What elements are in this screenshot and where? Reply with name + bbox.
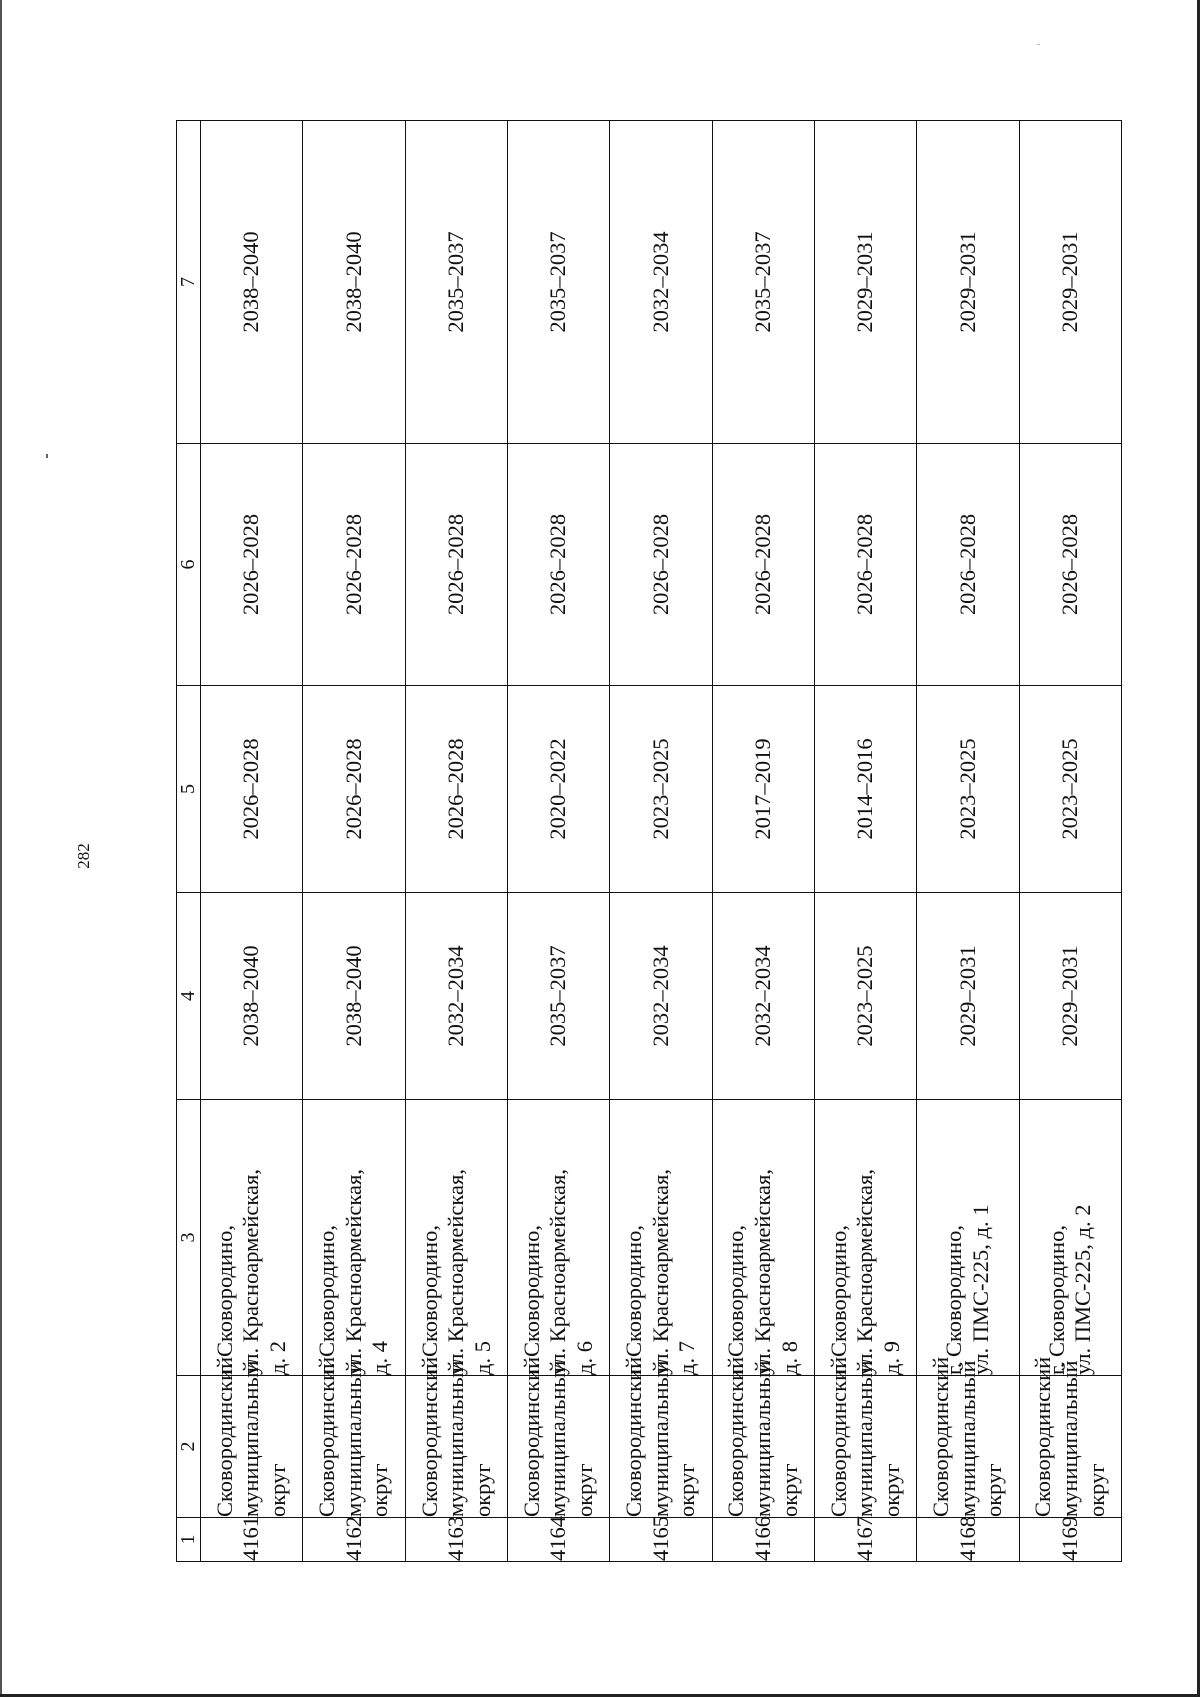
address-line: ул. Красноармейская, [647, 1169, 673, 1375]
district-line: Сковородинский [518, 1356, 544, 1517]
district-line: Сковородинский [1030, 1356, 1056, 1517]
address-cell [405, 1100, 507, 1376]
address-line: г. Сковородино, [825, 1225, 851, 1375]
column-header: 7 [177, 121, 201, 444]
address-line: г. Сковородино, [941, 1225, 967, 1375]
period-cell-col5: 2026–2028 [201, 686, 303, 893]
address-line: г. Сковородино, [518, 1225, 544, 1375]
period-cell-col7: 2038–2040 [303, 121, 405, 444]
period-cell-col4: 2032–2034 [405, 893, 507, 1100]
period-cell-col5: 2023–2025 [917, 686, 1019, 893]
row-number: 4161 [201, 1518, 303, 1562]
address-line: ул. Красноармейская, [750, 1169, 776, 1375]
period-cell-col5: 2026–2028 [303, 686, 405, 893]
period-cell-col6: 2026–2028 [712, 444, 814, 686]
address-line: ул. ПМС-225, д. 2 [1070, 1204, 1096, 1375]
period-cell-col6: 2026–2028 [303, 444, 405, 686]
address-cell [303, 1100, 405, 1376]
period-cell-col7: 2029–2031 [814, 121, 916, 444]
row-number: 4168 [917, 1518, 1019, 1562]
period-cell-col6: 2026–2028 [507, 444, 609, 686]
period-cell-col5: 2020–2022 [507, 686, 609, 893]
address-cell [917, 1100, 1019, 1376]
period-cell-col4: 2023–2025 [814, 893, 916, 1100]
column-header: 2 [177, 1376, 201, 1518]
district-line: муниципальный [545, 1360, 571, 1517]
column-header: 1 [177, 1518, 201, 1562]
table-row [507, 121, 609, 1562]
table-row [405, 121, 507, 1562]
district-line: Сковородинский [825, 1356, 851, 1517]
address-line: д. 5 [469, 1341, 495, 1375]
address-line: д. 7 [674, 1341, 700, 1375]
period-cell-col4: 2032–2034 [712, 893, 814, 1100]
period-cell-col5: 2026–2028 [405, 686, 507, 893]
address-cell [507, 1100, 609, 1376]
column-header: 3 [177, 1100, 201, 1376]
row-number: 4164 [507, 1518, 609, 1562]
row-number: 4167 [814, 1518, 916, 1562]
district-line: Сковородинский [621, 1356, 647, 1517]
rotated-table-container [176, 121, 1122, 1562]
period-cell-col7: 2035–2037 [712, 121, 814, 444]
table-row [814, 121, 916, 1562]
period-cell-col6: 2026–2028 [201, 444, 303, 686]
page-number: 282 [74, 843, 93, 869]
period-cell-col4: 2029–2031 [917, 893, 1019, 1100]
address-line: г. Сковородино, [621, 1225, 647, 1375]
address-line: д. 2 [264, 1341, 290, 1375]
district-line: Сковородинский [211, 1356, 237, 1517]
period-cell-col6: 2026–2028 [814, 444, 916, 686]
address-line: ул. Красноармейская, [443, 1169, 469, 1375]
district-line: Сковородинский [928, 1356, 954, 1517]
column-header: 6 [177, 444, 201, 686]
table-row [303, 121, 405, 1562]
address-line: г. Сковородино, [1043, 1225, 1069, 1375]
district-line: округ [776, 1463, 802, 1517]
address-line: г. Сковородино, [314, 1225, 340, 1375]
address-line: д. 8 [776, 1341, 802, 1375]
row-number: 4165 [610, 1518, 712, 1562]
period-cell-col4: 2038–2040 [303, 893, 405, 1100]
address-line: д. 4 [367, 1341, 393, 1375]
scan-speck [46, 454, 48, 458]
row-number: 4166 [712, 1518, 814, 1562]
row-number: 4169 [1019, 1518, 1121, 1562]
district-line: округ [469, 1463, 495, 1517]
district-line: округ [367, 1463, 393, 1517]
period-cell-col7: 2029–2031 [917, 121, 1019, 444]
district-line: Сковородинский [723, 1356, 749, 1517]
address-line: г. Сковородино, [211, 1225, 237, 1375]
district-line: Сковородинский [314, 1356, 340, 1517]
table-row [610, 121, 712, 1562]
address-line: г. Сковородино, [416, 1225, 442, 1375]
district-line: округ [981, 1463, 1007, 1517]
header-row [177, 121, 201, 1562]
row-number: 4163 [405, 1518, 507, 1562]
period-cell-col6: 2026–2028 [610, 444, 712, 686]
district-line: муниципальный [954, 1360, 980, 1517]
district-line: муниципальный [340, 1360, 366, 1517]
district-line: муниципальный [443, 1360, 469, 1517]
address-line: д. 9 [878, 1341, 904, 1375]
address-cell [1019, 1100, 1121, 1376]
table-row [1019, 121, 1121, 1562]
period-cell-col7: 2038–2040 [201, 121, 303, 444]
period-cell-col4: 2038–2040 [201, 893, 303, 1100]
district-cell [917, 1356, 1019, 1518]
address-line: ул. Красноармейская, [545, 1169, 571, 1375]
period-cell-col5: 2023–2025 [1019, 686, 1121, 893]
period-cell-col5: 2017–2019 [712, 686, 814, 893]
address-line: ул. ПМС-225, д. 1 [967, 1204, 993, 1375]
period-cell-col7: 2035–2037 [405, 121, 507, 444]
period-cell-col6: 2026–2028 [405, 444, 507, 686]
district-cell [1019, 1356, 1121, 1518]
district-line: муниципальный [1057, 1360, 1083, 1517]
period-cell-col4: 2035–2037 [507, 893, 609, 1100]
period-cell-col4: 2032–2034 [610, 893, 712, 1100]
address-cell [201, 1100, 303, 1376]
district-line: округ [264, 1463, 290, 1517]
district-line: муниципальный [647, 1360, 673, 1517]
district-line: округ [674, 1463, 700, 1517]
district-line: округ [571, 1463, 597, 1517]
district-line: Сковородинский [416, 1356, 442, 1517]
scan-left-edge [0, 0, 2, 1697]
address-line: ул. Красноармейская, [340, 1169, 366, 1375]
address-line: ул. Красноармейская, [852, 1169, 878, 1375]
period-cell-col7: 2032–2034 [610, 121, 712, 444]
table-row [201, 121, 303, 1562]
district-line: округ [878, 1463, 904, 1517]
period-cell-col5: 2023–2025 [610, 686, 712, 893]
table-row [917, 121, 1019, 1562]
table-row [712, 121, 814, 1562]
period-cell-col7: 2035–2037 [507, 121, 609, 444]
district-line: муниципальный [750, 1360, 776, 1517]
address-cell [712, 1100, 814, 1376]
row-number: 4162 [303, 1518, 405, 1562]
address-cell [610, 1100, 712, 1376]
column-header: 4 [177, 893, 201, 1100]
period-cell-col7: 2029–2031 [1019, 121, 1121, 444]
column-header: 5 [177, 686, 201, 893]
address-cell [814, 1100, 916, 1376]
period-cell-col4: 2029–2031 [1019, 893, 1121, 1100]
district-line: муниципальный [852, 1360, 878, 1517]
data-table [176, 120, 1122, 1562]
scan-speck [1037, 44, 1040, 45]
address-line: д. 6 [571, 1341, 597, 1375]
period-cell-col6: 2026–2028 [1019, 444, 1121, 686]
period-cell-col5: 2014–2016 [814, 686, 916, 893]
district-line: округ [1083, 1463, 1109, 1517]
period-cell-col6: 2026–2028 [917, 444, 1019, 686]
district-line: муниципальный [238, 1360, 264, 1517]
address-line: г. Сковородино, [723, 1225, 749, 1375]
address-line: ул. Красноармейская, [238, 1169, 264, 1375]
